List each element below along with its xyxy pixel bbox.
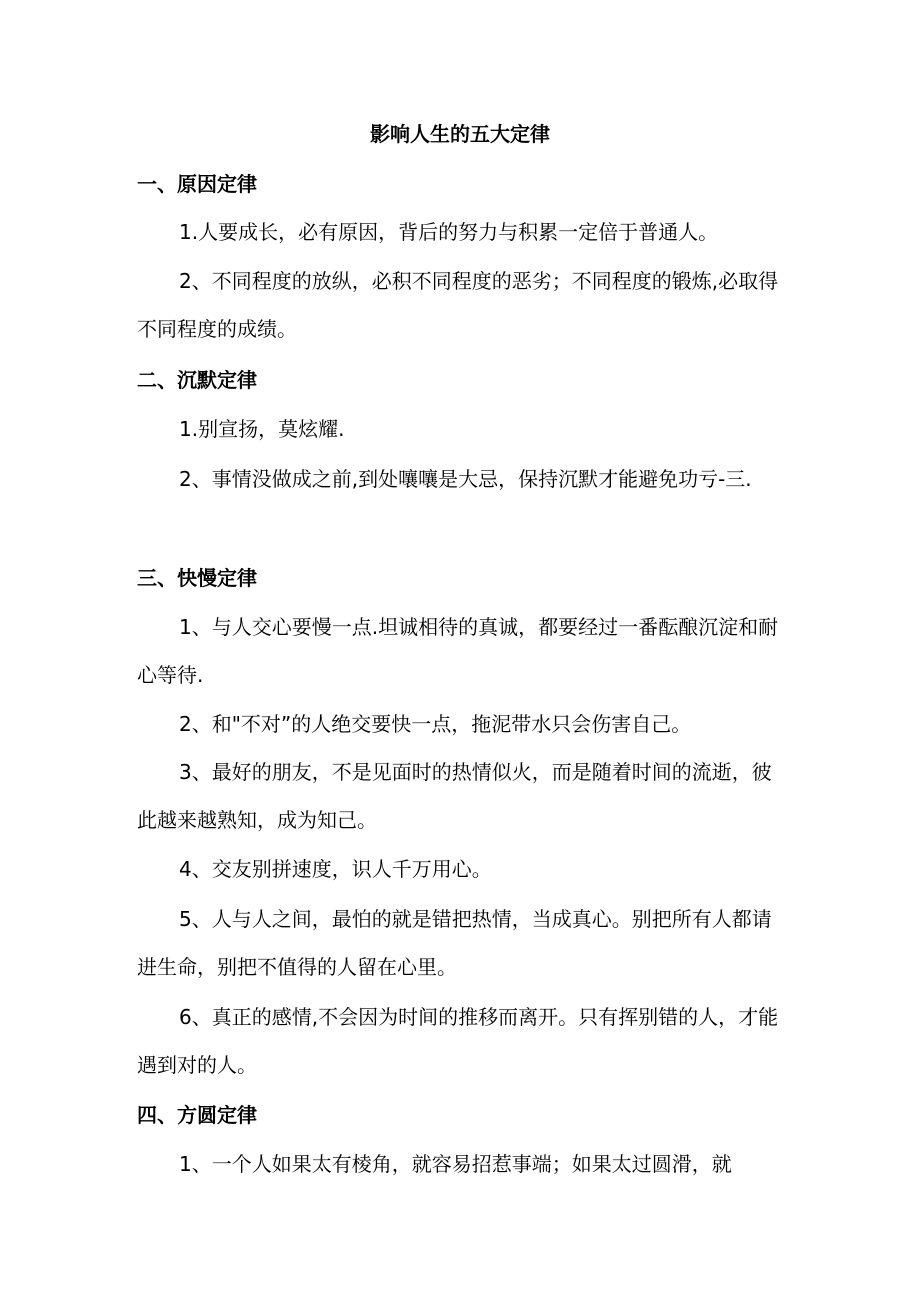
paragraph: 2、和"不对”的人绝交要快一点，拖泥带水只会伤害自己。: [179, 712, 692, 736]
section-heading-speed-law: 三、快慢定律: [137, 566, 257, 590]
paragraph: 1、与人交心要慢一点.坦诚相待的真诚，都要经过一番酝酿沉淀和耐心等待.: [137, 615, 779, 687]
paragraph: 2、事情没做成之前,到处嚷嚷是大忌，保持沉默才能避免功亏-三.: [179, 467, 752, 491]
paragraph: 1.人要成长，必有原因，背后的努力与积累一定倍于普通人。: [179, 220, 719, 244]
paragraph: 4、交友别拼速度，识人千万用心。: [179, 857, 492, 881]
paragraph: 2、不同程度的放纵，必积不同程度的恶劣；不同程度的锻炼,必取得不同程度的成绩。: [137, 269, 779, 341]
section-heading-square-round-law: 四、方圆定律: [137, 1103, 257, 1127]
paragraph: 6、真正的感情,不会因为时间的推移而离开。只有挥别错的人，才能遇到对的人。: [137, 1005, 779, 1077]
paragraph: 5、人与人之间，最怕的就是错把热情，当成真心。别把所有人都请进生命，别把不值得的人留在心里。: [137, 907, 772, 979]
section-heading-cause-law: 一、原因定律: [137, 172, 257, 196]
section-heading-silence-law: 二、沉默定律: [137, 368, 257, 392]
document-title: 影响人生的五大定律: [370, 122, 550, 146]
paragraph: 1.别宣扬，莫炫耀.: [179, 417, 345, 441]
paragraph: 3、最好的朋友，不是见面时的热情似火，而是随着时间的流逝，彼此越来越熟知，成为知己。: [137, 760, 772, 832]
paragraph: 1、一个人如果太有棱角，就容易招惹事端；如果太过圆滑，就: [179, 1152, 732, 1176]
